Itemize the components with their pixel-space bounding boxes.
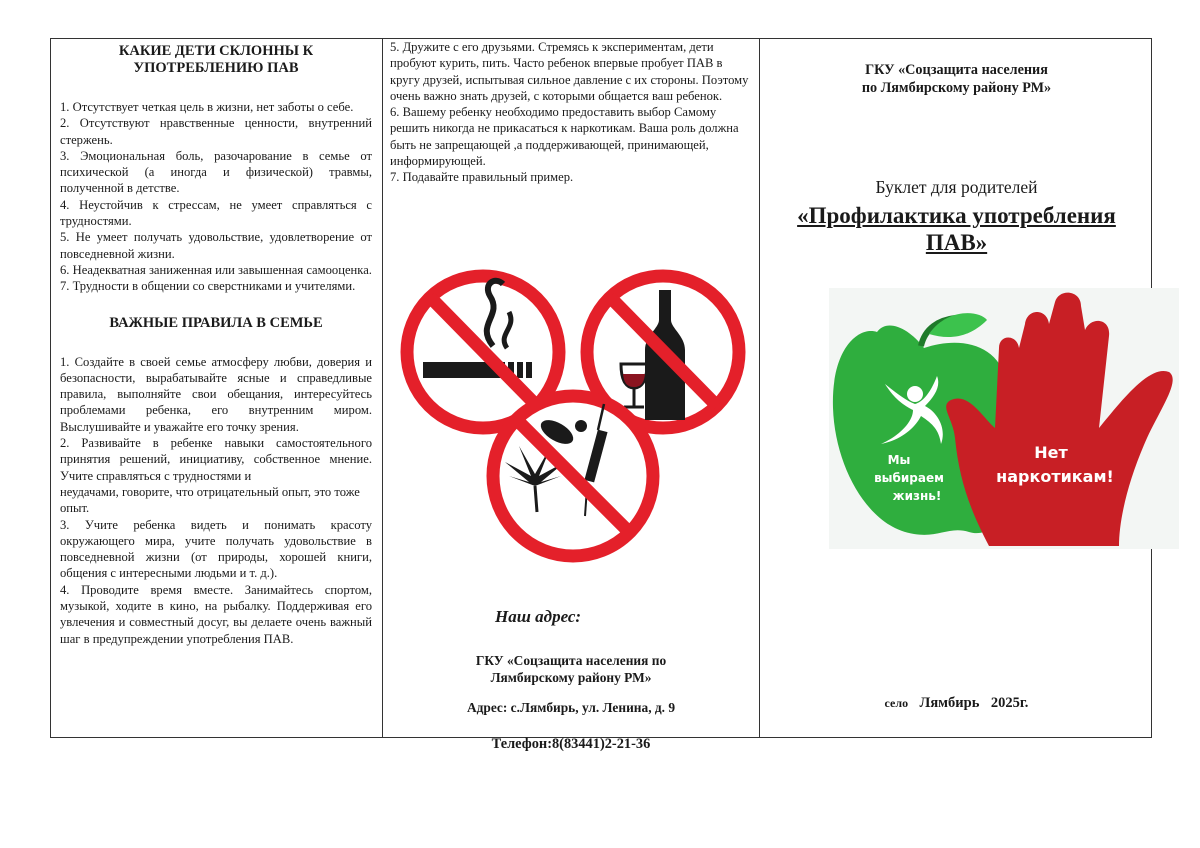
address-title: Наш адрес: <box>495 607 582 626</box>
family-rule-item: 2. Развивайте в ребенке навыки самостоятельного принятия решений, инициативу, собственное мнение. Учите справляться с трудностями и <box>60 436 372 483</box>
hand-text-line: Нет <box>1034 443 1068 462</box>
address-org-line: ГКУ «Соцзащита населения по <box>475 653 667 668</box>
heading-risk-factors <box>60 43 372 77</box>
cover-organization <box>760 61 1153 97</box>
family-rule-item: неудачами, говорите, что отрицательный опыт, это тоже опыт. <box>60 484 360 516</box>
footer-place: село <box>884 696 909 710</box>
risk-factor-item: 2. Отсутствуют нравственные ценности, внутренний стержень. <box>60 116 372 147</box>
risk-factor-item: 7. Трудности в общении со сверстниками и учителями. <box>60 279 356 294</box>
column-left <box>51 39 383 737</box>
risk-factor-item: 4. Неустойчив к стрессам, не умеет справляться с трудностями. <box>60 197 372 229</box>
address-phone: Телефон:8(83441)2-21-36 <box>491 736 651 752</box>
booklet-title-line: ПАВ» <box>925 230 988 255</box>
address-organization <box>383 652 759 686</box>
booklet-sheet <box>50 38 1152 752</box>
family-rule-item: 1. Создайте в своей семье атмосферу любви, доверия и безопасности, вырабатывайте ясные и справедливые правила, выполняйте свои обещания, интересуйтесь проблемами ребенка, его внутренним миром. Выслушивайте и уважайте его точку зрения. <box>60 354 372 434</box>
booklet-title <box>760 202 1153 256</box>
family-rule-item: 6. Вашему ребенку необходимо предоставить выбор Самому решить никогда не прикасаться к наркотикам. Ваша роль должна быть не запрещающей ,а поддерживающей, принимающей, информирующей. <box>390 105 739 169</box>
family-rule-item: 7. Подавайте правильный пример. <box>390 170 574 185</box>
booklet-title-line: «Профилактика употребления <box>797 203 1116 228</box>
prohibition-signs-image <box>395 254 745 572</box>
address-street: Адрес: с.Лямбирь, ул. Ленина, д. 9 <box>466 700 676 715</box>
no-drugs-icon <box>493 396 653 556</box>
family-rule-item: 3. Учите ребенка видеть и понимать красоту окружающего мира, учите получать удовольствие в повседневной жизни (от природы, хорошей книги, общения с интересными людьми и т. д.). <box>60 517 372 581</box>
family-rules-continued <box>390 39 751 186</box>
risk-factor-item: 3. Эмоциональная боль, разочарование в семье от психической (а иногда и физической) травмы, полученной в детстве. <box>60 148 372 196</box>
apple-text-line: выбираем <box>874 471 944 485</box>
hand-text-line: наркотикам! <box>996 467 1114 486</box>
column-right <box>760 39 1153 737</box>
risk-factor-item: 6. Неадекватная заниженная или завышенная самооценка. <box>60 262 372 277</box>
cover-org-line: ГКУ «Соцзащита населения <box>865 62 1048 78</box>
family-rule-item: 4. Проводите время вместе. Занимайтесь спортом, музыкой, ходите в кино, на рыбалку. Поддерживая его увлечения и совместный досуг, вы делаете очень важный шаг в предупреждении употребления ПАВ. <box>60 582 372 646</box>
risk-factors-list <box>60 99 372 295</box>
footer-town: Лямбирь <box>919 695 980 711</box>
heading-family-rules-text: ВАЖНЫЕ ПРАВИЛА В СЕМЬЕ <box>109 314 323 331</box>
risk-factor-item: 1. Отсутствует четкая цель в жизни, нет заботы о себе. <box>60 100 354 114</box>
cover-footer <box>760 695 1153 712</box>
heading-family-rules <box>60 315 372 332</box>
risk-factor-item: 5. Не умеет получать удовольствие, удовлетворение от повседневной жизни. <box>60 230 372 261</box>
column-middle <box>383 39 760 752</box>
heading-risk-factors-text: КАКИЕ ДЕТИ СКЛОННЫ К УПОТРЕБЛЕНИЮ ПАВ <box>118 43 314 76</box>
cover-org-line: по Лямбирскому району РМ» <box>861 80 1052 96</box>
booklet-subtitle: Буклет для родителей <box>875 177 1038 197</box>
apple-text-line: Мы <box>887 453 911 467</box>
apple-and-hand-image <box>829 288 1179 549</box>
apple-text-line: жизнь! <box>892 489 942 503</box>
family-rules-list <box>60 354 372 647</box>
address-org-line: Лямбирскому району РМ» <box>490 670 652 685</box>
family-rule-item: 5. Дружите с его друзьями. Стремясь к экспериментам, дети пробуют курить, пить. Часто ребенок впервые пробует ПАВ в кругу друзей, испытывая сильное давление с их стороны. Поэтому очень важно знать друзей, с которыми общается ваш ребенок. <box>390 40 749 103</box>
footer-year: 2025г. <box>990 695 1029 711</box>
